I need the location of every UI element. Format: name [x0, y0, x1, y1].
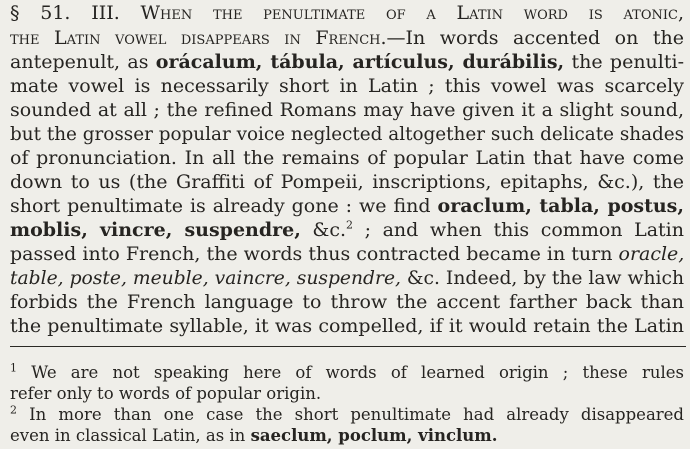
footnote-1-line-2: refer only to words of popular origin.: [10, 384, 322, 403]
text-line-13: forbids the French language to throw the accent farther back than: [10, 291, 684, 313]
section-heading-b: the Latin vowel disappears in French.: [10, 27, 387, 49]
footnote-ref-2: 2: [346, 218, 354, 232]
text-line-6: but the grosser popular voice neglected altogether such delicate shades: [10, 123, 685, 145]
french-examples: table, poste, meuble, vaincre, suspendre,: [10, 267, 401, 289]
text-line-5: sounded at all ; the refined Romans may have given it a slight sound,: [10, 99, 684, 121]
french-example: oracle,: [618, 243, 685, 265]
popular-latin-examples-cont: moblis, vincre, suspendre,: [10, 219, 301, 241]
text-line-1: [10, 1, 684, 26]
text-line-8: down to us (the Graffiti of Pompeii, inscriptions, epitaphs, &c.), the: [10, 171, 684, 193]
text-line-3: antepenult, as orácalum, tábula, artículus, durábilis, the penulti-: [10, 51, 684, 73]
footnote-1-marker: 1: [10, 361, 17, 375]
line-text: —In words accented on the: [386, 27, 684, 49]
text-line-14: the penultimate syllable, it was compelled, if it would retain the Latin: [10, 315, 684, 337]
text-line-2: [10, 26, 684, 51]
section-numeral: III.: [91, 2, 120, 24]
footnote-1-line-1: $^1$ We are not speaking here of words of learned origin ; these rules: [10, 361, 684, 382]
section-number: § 51.: [10, 2, 71, 24]
text-line-12: table, poste, meuble, vaincre, suspendre, &c. Indeed, by the law which: [10, 267, 685, 289]
classical-latin-examples: saeclum, poclum, vinclum.: [250, 426, 498, 445]
footnote-divider: [10, 346, 686, 347]
section-heading-a: When the penultimate of a Latin word is atonic,: [140, 2, 684, 24]
text-line-9: short penultimate is already gone : we find oraclum, tabla, postus,: [10, 195, 684, 217]
book-page: [10, 0, 688, 449]
footnote-2-line-2: even in classical Latin, as in saeclum, poclum, vinclum.: [10, 426, 498, 445]
text-line-10: moblis, vincre, suspendre, &c.$^2$ ; and when this common Latin: [10, 218, 684, 241]
popular-latin-examples: oraclum, tabla, postus,: [437, 195, 684, 217]
footnote-2-line-1: $^2$ In more than one case the short penultimate had already disappeared: [10, 403, 684, 424]
text-line-4: mate vowel is necessarily short in Latin ; this vowel was scarcely: [10, 75, 684, 97]
text-line-11: passed into French, the words thus contracted became in turn oracle,: [10, 243, 685, 265]
latin-examples: orácalum, tábula, artículus, durábilis,: [155, 51, 565, 73]
text-line-7: of pronunciation. In all the remains of popular Latin that have come: [10, 147, 684, 169]
footnote-2-marker: 2: [10, 403, 17, 417]
